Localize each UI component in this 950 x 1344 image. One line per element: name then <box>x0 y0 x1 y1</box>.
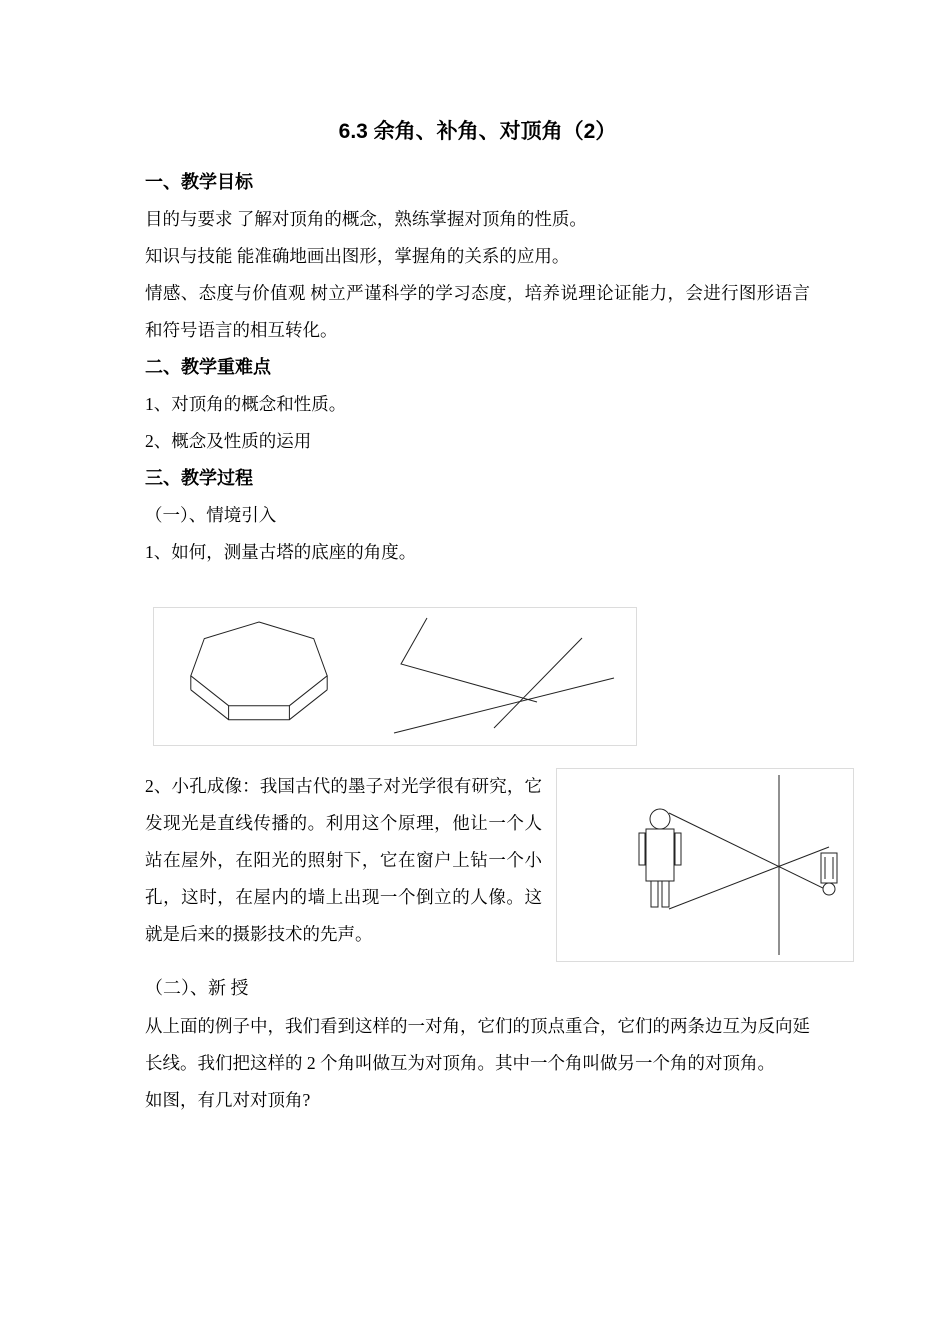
crossing-line-1 <box>494 638 582 728</box>
person-left-leg <box>651 881 658 907</box>
objectives-line-1: 目的与要求 了解对顶角的概念，熟练掌握对顶角的性质。 <box>145 209 587 229</box>
heading-key-points: 二、教学重难点 <box>145 357 271 377</box>
crossing-line-2 <box>394 678 614 733</box>
heptagon-thickness-edges <box>191 690 327 720</box>
figure-pinhole-imaging <box>556 768 854 962</box>
person-left-arm <box>639 833 645 865</box>
pinhole-imaging-section <box>145 768 810 953</box>
objectives-line-3: 情感、态度与价值观 树立严谨科学的学习态度，培养说理论证能力，会进行图形语言和符号语言的相互转化。 <box>145 283 810 340</box>
page-title: 6.3 余角、补角、对顶角（2） <box>338 120 617 143</box>
pinhole-imaging-drawing <box>557 769 853 961</box>
sub-heading-situation-intro: （一）、情境引入 <box>145 505 277 525</box>
objectives-line-2: 知识与技能 能准确地画出图形，掌握角的关系的应用。 <box>145 246 570 266</box>
heptagon-top-face <box>191 622 327 706</box>
light-ray-bottom <box>669 847 829 909</box>
key-point-2: 2、概念及性质的运用 <box>145 431 312 451</box>
corner-polyline <box>401 618 537 702</box>
person-body <box>646 829 674 881</box>
key-point-1: 1、对顶角的概念和性质。 <box>145 394 347 414</box>
new-lesson-paragraph: 从上面的例子中，我们看到这样的一对角，它们的顶点重合，它们的两条边互为反向延长线。我们把这样的 2 个角叫做互为对顶角。其中一个角叫做另一个角的对顶角。 <box>145 1016 810 1073</box>
image-body <box>821 853 837 883</box>
person-right-leg <box>662 881 669 907</box>
sub-heading-new-lesson: （二）、新 授 <box>145 978 249 998</box>
light-ray-top <box>669 813 829 891</box>
image-head <box>823 883 835 895</box>
tower-base-drawing <box>154 608 636 745</box>
person-head <box>650 809 670 829</box>
heading-teaching-objectives: 一、教学目标 <box>145 172 253 192</box>
heading-teaching-process: 三、教学过程 <box>145 468 253 488</box>
person-right-arm <box>675 833 681 865</box>
process-item-2: 2、小孔成像：我国古代的墨子对光学很有研究，它发现光是直线传播的。利用这个原理，他让一个人站在屋外，在阳光的照射下，它在窗户上钻一个小孔，这时，在屋内的墙上出现一个倒立的人像。这就是后来的摄影技术的先声。 <box>145 776 542 944</box>
question-line: 如图，有几对对顶角? <box>145 1090 311 1110</box>
figure-tower-base-and-crossing-lines <box>153 607 637 746</box>
process-item-1: 1、如何，测量古塔的底座的角度。 <box>145 542 417 562</box>
